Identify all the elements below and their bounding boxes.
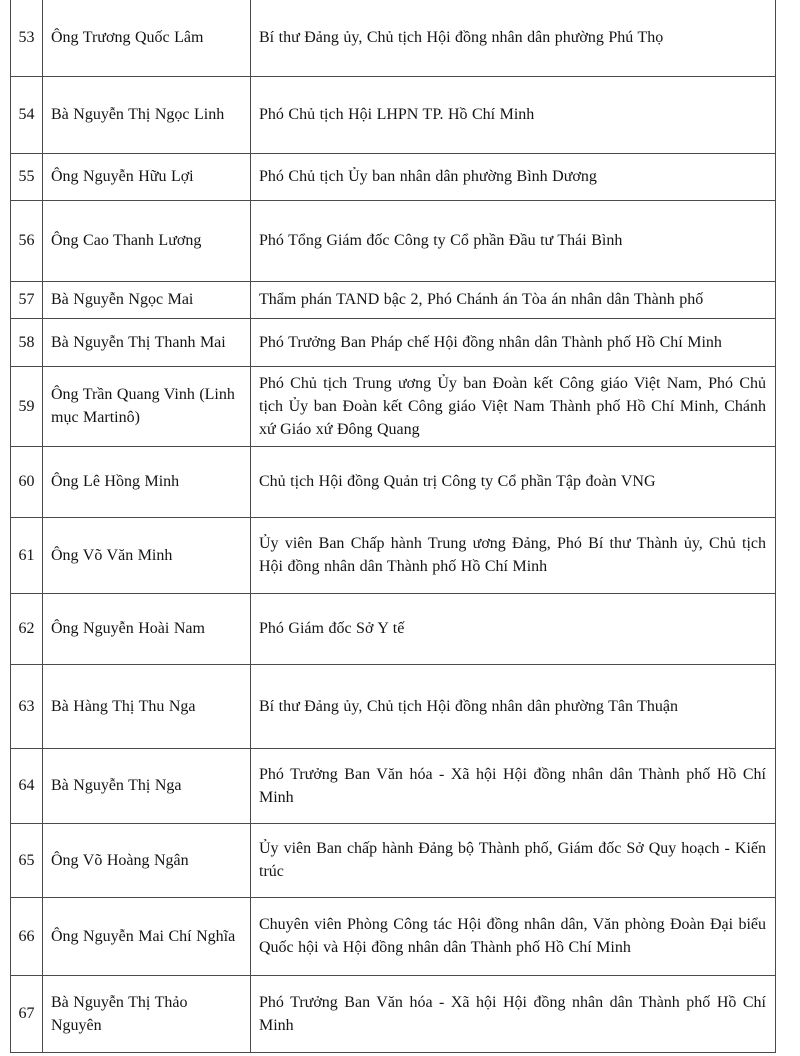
position-cell: Phó Trưởng Ban Văn hóa - Xã hội Hội đồng nhân dân Thành phố Hồ Chí Minh (251, 748, 776, 823)
row-number-cell: 53 (11, 0, 43, 76)
row-number-cell: 64 (11, 748, 43, 823)
name-cell: Bà Nguyễn Thị Thanh Mai (43, 318, 251, 366)
row-number-cell: 57 (11, 281, 43, 318)
position-cell: Phó Chủ tịch Ủy ban nhân dân phường Bình Dương (251, 153, 776, 200)
position-cell: Ủy viên Ban chấp hành Đảng bộ Thành phố, Giám đốc Sở Quy hoạch - Kiến trúc (251, 823, 776, 897)
name-cell: Bà Nguyễn Ngọc Mai (43, 281, 251, 318)
position-cell: Phó Trưởng Ban Pháp chế Hội đồng nhân dân Thành phố Hồ Chí Minh (251, 318, 776, 366)
table-row (11, 153, 776, 200)
position-cell: Phó Chủ tịch Trung ương Ủy ban Đoàn kết Công giáo Việt Nam, Phó Chủ tịch Ủy ban Đoàn kết Công giáo Việt Nam Thành phố Hồ Chí Minh, Chánh xứ Giáo xứ Đông Quang (251, 366, 776, 446)
table-row (11, 0, 776, 76)
position-cell: Ủy viên Ban Chấp hành Trung ương Đảng, Phó Bí thư Thành ủy, Chủ tịch Hội đồng nhân dân Thành phố Hồ Chí Minh (251, 517, 776, 593)
name-cell: Ông Võ Hoàng Ngân (43, 823, 251, 897)
row-number-cell: 56 (11, 200, 43, 281)
table-row (11, 517, 776, 593)
position-cell: Bí thư Đảng ủy, Chủ tịch Hội đồng nhân dân phường Tân Thuận (251, 664, 776, 748)
name-cell: Ông Cao Thanh Lương (43, 200, 251, 281)
table-row (11, 897, 776, 975)
name-cell: Ông Nguyễn Hoài Nam (43, 593, 251, 664)
name-cell: Ông Lê Hồng Minh (43, 446, 251, 517)
position-cell: Phó Tổng Giám đốc Công ty Cổ phần Đầu tư Thái Bình (251, 200, 776, 281)
table-row (11, 593, 776, 664)
table-row (11, 975, 776, 1052)
table-row (11, 748, 776, 823)
table-row (11, 281, 776, 318)
name-cell: Bà Nguyễn Thị Thảo Nguyên (43, 975, 251, 1052)
name-cell: Bà Nguyễn Thị Ngọc Linh (43, 76, 251, 153)
row-number-cell: 66 (11, 897, 43, 975)
name-cell: Bà Hàng Thị Thu Nga (43, 664, 251, 748)
table-row (11, 664, 776, 748)
row-number-cell: 62 (11, 593, 43, 664)
name-cell: Ông Trương Quốc Lâm (43, 0, 251, 76)
row-number-cell: 60 (11, 446, 43, 517)
table-row (11, 76, 776, 153)
name-cell: Ông Nguyễn Mai Chí Nghĩa (43, 897, 251, 975)
row-number-cell: 58 (11, 318, 43, 366)
row-number-cell: 55 (11, 153, 43, 200)
table-row (11, 446, 776, 517)
position-cell: Chuyên viên Phòng Công tác Hội đồng nhân dân, Văn phòng Đoàn Đại biểu Quốc hội và Hội đồng nhân dân Thành phố Hồ Chí Minh (251, 897, 776, 975)
name-cell: Ông Trần Quang Vinh (Linh mục Martinô) (43, 366, 251, 446)
position-cell: Phó Chủ tịch Hội LHPN TP. Hồ Chí Minh (251, 76, 776, 153)
position-cell: Phó Trưởng Ban Văn hóa - Xã hội Hội đồng nhân dân Thành phố Hồ Chí Minh (251, 975, 776, 1052)
position-cell: Chủ tịch Hội đồng Quản trị Công ty Cổ phần Tập đoàn VNG (251, 446, 776, 517)
table-row (11, 366, 776, 446)
row-number-cell: 65 (11, 823, 43, 897)
position-cell: Thẩm phán TAND bậc 2, Phó Chánh án Tòa án nhân dân Thành phố (251, 281, 776, 318)
row-number-cell: 59 (11, 366, 43, 446)
name-cell: Ông Võ Văn Minh (43, 517, 251, 593)
position-cell: Phó Giám đốc Sở Y tế (251, 593, 776, 664)
table-row (11, 823, 776, 897)
name-cell: Bà Nguyễn Thị Nga (43, 748, 251, 823)
table-row (11, 200, 776, 281)
row-number-cell: 54 (11, 76, 43, 153)
officials-table (10, 0, 776, 1053)
position-cell: Bí thư Đảng ủy, Chủ tịch Hội đồng nhân dân phường Phú Thọ (251, 0, 776, 76)
table-row (11, 318, 776, 366)
row-number-cell: 67 (11, 975, 43, 1052)
table-body (11, 0, 776, 1052)
row-number-cell: 61 (11, 517, 43, 593)
name-cell: Ông Nguyễn Hữu Lợi (43, 153, 251, 200)
row-number-cell: 63 (11, 664, 43, 748)
